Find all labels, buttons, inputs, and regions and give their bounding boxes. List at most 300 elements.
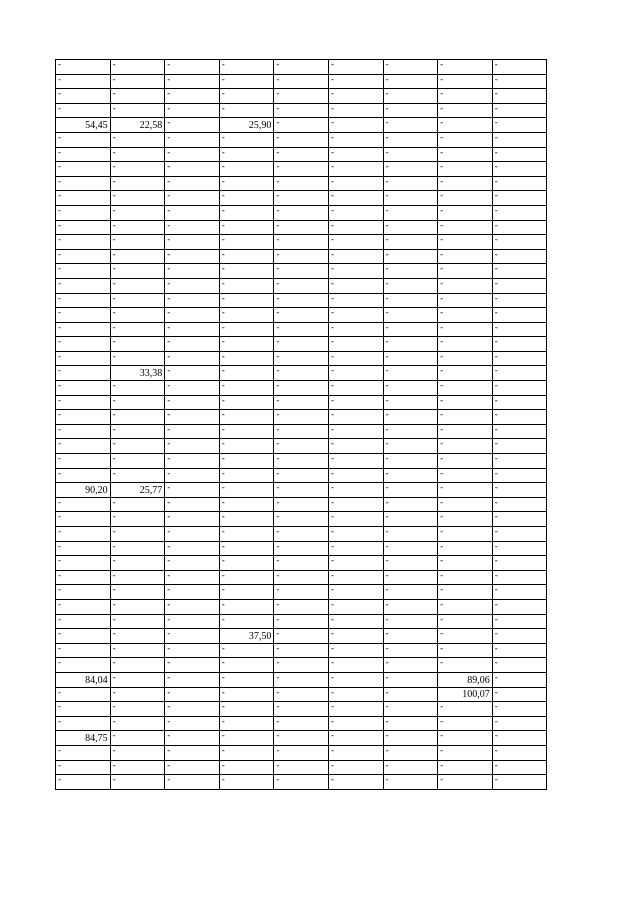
table-cell[interactable]: -: [110, 89, 165, 104]
table-cell[interactable]: -: [492, 308, 547, 323]
table-cell[interactable]: -: [274, 556, 329, 571]
table-cell[interactable]: -: [110, 191, 165, 206]
table-cell[interactable]: -: [165, 308, 220, 323]
table-cell[interactable]: -: [56, 541, 111, 556]
table-cell[interactable]: -: [328, 278, 383, 293]
table-cell[interactable]: -: [328, 614, 383, 629]
table-cell[interactable]: -: [274, 439, 329, 454]
table-cell[interactable]: -: [492, 337, 547, 352]
table-cell[interactable]: -: [492, 264, 547, 279]
table-cell[interactable]: -: [56, 775, 111, 790]
table-cell[interactable]: -: [219, 497, 274, 512]
table-cell[interactable]: -: [383, 103, 438, 118]
table-cell[interactable]: -: [383, 541, 438, 556]
table-cell[interactable]: -: [492, 745, 547, 760]
table-cell[interactable]: -: [56, 570, 111, 585]
table-cell[interactable]: -: [110, 570, 165, 585]
table-cell[interactable]: -: [492, 775, 547, 790]
table-cell[interactable]: -: [492, 410, 547, 425]
table-cell[interactable]: 84,75: [56, 731, 111, 746]
table-cell[interactable]: -: [219, 731, 274, 746]
table-cell[interactable]: -: [274, 147, 329, 162]
table-cell[interactable]: -: [110, 278, 165, 293]
table-cell[interactable]: -: [383, 745, 438, 760]
table-cell[interactable]: -: [438, 176, 493, 191]
table-cell[interactable]: -: [492, 716, 547, 731]
table-cell[interactable]: -: [438, 439, 493, 454]
table-cell[interactable]: -: [328, 658, 383, 673]
table-cell[interactable]: -: [438, 731, 493, 746]
table-cell[interactable]: -: [165, 716, 220, 731]
table-cell[interactable]: -: [274, 410, 329, 425]
table-cell[interactable]: -: [165, 366, 220, 381]
table-cell[interactable]: -: [492, 483, 547, 498]
table-cell[interactable]: -: [165, 220, 220, 235]
table-cell[interactable]: -: [219, 308, 274, 323]
table-cell[interactable]: -: [328, 775, 383, 790]
table-cell[interactable]: -: [328, 220, 383, 235]
table-cell[interactable]: -: [110, 468, 165, 483]
table-cell[interactable]: -: [492, 351, 547, 366]
table-cell[interactable]: -: [383, 760, 438, 775]
table-cell[interactable]: -: [219, 643, 274, 658]
table-cell[interactable]: -: [165, 191, 220, 206]
table-cell[interactable]: -: [165, 264, 220, 279]
table-cell[interactable]: -: [492, 278, 547, 293]
table-cell[interactable]: -: [56, 716, 111, 731]
table-cell[interactable]: 25,77: [110, 483, 165, 498]
table-cell[interactable]: -: [438, 322, 493, 337]
table-cell[interactable]: -: [110, 672, 165, 687]
table-cell[interactable]: -: [438, 278, 493, 293]
table-cell[interactable]: -: [383, 599, 438, 614]
table-cell[interactable]: -: [56, 629, 111, 644]
table-cell[interactable]: -: [110, 745, 165, 760]
table-cell[interactable]: -: [110, 162, 165, 177]
table-cell[interactable]: -: [438, 541, 493, 556]
table-cell[interactable]: -: [492, 103, 547, 118]
table-cell[interactable]: -: [492, 731, 547, 746]
table-cell[interactable]: -: [492, 293, 547, 308]
table-cell[interactable]: -: [274, 235, 329, 250]
table-cell[interactable]: -: [274, 614, 329, 629]
table-cell[interactable]: -: [56, 702, 111, 717]
table-cell[interactable]: -: [56, 599, 111, 614]
table-cell[interactable]: -: [383, 658, 438, 673]
table-cell[interactable]: -: [328, 702, 383, 717]
table-cell[interactable]: -: [328, 249, 383, 264]
table-cell[interactable]: -: [165, 556, 220, 571]
table-cell[interactable]: -: [165, 205, 220, 220]
table-cell[interactable]: -: [383, 454, 438, 469]
table-cell[interactable]: 22,58: [110, 118, 165, 133]
table-cell[interactable]: -: [438, 512, 493, 527]
table-cell[interactable]: -: [383, 337, 438, 352]
table-cell[interactable]: -: [219, 410, 274, 425]
table-cell[interactable]: -: [110, 599, 165, 614]
table-cell[interactable]: -: [274, 760, 329, 775]
table-cell[interactable]: -: [219, 205, 274, 220]
table-cell[interactable]: -: [328, 497, 383, 512]
table-cell[interactable]: -: [328, 322, 383, 337]
table-cell[interactable]: -: [328, 439, 383, 454]
table-cell[interactable]: -: [383, 381, 438, 396]
table-cell[interactable]: -: [274, 103, 329, 118]
table-cell[interactable]: -: [56, 454, 111, 469]
table-cell[interactable]: -: [328, 264, 383, 279]
table-cell[interactable]: -: [56, 337, 111, 352]
table-cell[interactable]: -: [492, 585, 547, 600]
table-cell[interactable]: -: [165, 395, 220, 410]
table-cell[interactable]: -: [110, 424, 165, 439]
table-cell[interactable]: -: [328, 381, 383, 396]
table-cell[interactable]: -: [110, 381, 165, 396]
table-cell[interactable]: -: [438, 74, 493, 89]
table-cell[interactable]: -: [328, 599, 383, 614]
table-cell[interactable]: -: [165, 454, 220, 469]
table-cell[interactable]: 100,07: [438, 687, 493, 702]
table-cell[interactable]: -: [56, 308, 111, 323]
table-cell[interactable]: -: [165, 527, 220, 542]
table-cell[interactable]: -: [383, 775, 438, 790]
table-cell[interactable]: -: [274, 176, 329, 191]
table-cell[interactable]: -: [110, 716, 165, 731]
table-cell[interactable]: -: [274, 337, 329, 352]
table-cell[interactable]: -: [219, 439, 274, 454]
table-cell[interactable]: -: [219, 132, 274, 147]
table-cell[interactable]: -: [328, 351, 383, 366]
table-cell[interactable]: -: [328, 541, 383, 556]
table-cell[interactable]: -: [110, 439, 165, 454]
table-cell[interactable]: -: [56, 235, 111, 250]
table-cell[interactable]: -: [219, 351, 274, 366]
table-cell[interactable]: -: [438, 410, 493, 425]
table-cell[interactable]: -: [438, 205, 493, 220]
table-cell[interactable]: -: [219, 585, 274, 600]
table-cell[interactable]: -: [274, 424, 329, 439]
table-cell[interactable]: -: [274, 585, 329, 600]
table-cell[interactable]: -: [274, 205, 329, 220]
table-cell[interactable]: -: [274, 672, 329, 687]
table-cell[interactable]: -: [328, 205, 383, 220]
table-cell[interactable]: -: [438, 337, 493, 352]
table-cell[interactable]: -: [383, 512, 438, 527]
table-cell[interactable]: -: [492, 629, 547, 644]
table-cell[interactable]: -: [383, 497, 438, 512]
table-cell[interactable]: -: [110, 60, 165, 75]
table-cell[interactable]: -: [165, 468, 220, 483]
table-cell[interactable]: -: [219, 60, 274, 75]
table-cell[interactable]: -: [383, 220, 438, 235]
table-cell[interactable]: -: [328, 556, 383, 571]
table-cell[interactable]: -: [56, 410, 111, 425]
table-cell[interactable]: -: [492, 760, 547, 775]
table-cell[interactable]: -: [110, 614, 165, 629]
table-cell[interactable]: -: [110, 760, 165, 775]
table-cell[interactable]: -: [56, 760, 111, 775]
table-cell[interactable]: -: [438, 381, 493, 396]
table-cell[interactable]: -: [492, 235, 547, 250]
table-cell[interactable]: -: [110, 731, 165, 746]
table-cell[interactable]: -: [328, 103, 383, 118]
table-cell[interactable]: -: [110, 132, 165, 147]
table-cell[interactable]: -: [383, 308, 438, 323]
table-cell[interactable]: -: [383, 395, 438, 410]
table-cell[interactable]: -: [219, 512, 274, 527]
table-cell[interactable]: -: [383, 205, 438, 220]
table-cell[interactable]: -: [492, 322, 547, 337]
table-cell[interactable]: -: [219, 716, 274, 731]
table-cell[interactable]: -: [328, 191, 383, 206]
table-cell[interactable]: -: [110, 395, 165, 410]
table-cell[interactable]: -: [219, 162, 274, 177]
table-cell[interactable]: -: [328, 176, 383, 191]
table-cell[interactable]: -: [328, 293, 383, 308]
table-cell[interactable]: -: [492, 599, 547, 614]
table-cell[interactable]: 25,90: [219, 118, 274, 133]
table-cell[interactable]: -: [165, 103, 220, 118]
table-cell[interactable]: -: [492, 658, 547, 673]
table-cell[interactable]: -: [383, 702, 438, 717]
table-cell[interactable]: -: [274, 293, 329, 308]
table-cell[interactable]: -: [274, 599, 329, 614]
table-cell[interactable]: -: [165, 235, 220, 250]
table-cell[interactable]: -: [438, 585, 493, 600]
table-cell[interactable]: 90,20: [56, 483, 111, 498]
table-cell[interactable]: -: [438, 395, 493, 410]
table-cell[interactable]: -: [110, 264, 165, 279]
table-cell[interactable]: -: [274, 775, 329, 790]
table-cell[interactable]: -: [219, 614, 274, 629]
table-cell[interactable]: -: [165, 512, 220, 527]
table-cell[interactable]: -: [274, 118, 329, 133]
table-cell[interactable]: -: [219, 395, 274, 410]
table-cell[interactable]: -: [56, 512, 111, 527]
table-cell[interactable]: -: [328, 147, 383, 162]
table-cell[interactable]: -: [110, 176, 165, 191]
table-cell[interactable]: -: [110, 512, 165, 527]
table-cell[interactable]: -: [328, 337, 383, 352]
table-cell[interactable]: -: [328, 731, 383, 746]
table-cell[interactable]: -: [110, 775, 165, 790]
table-cell[interactable]: -: [328, 687, 383, 702]
table-cell[interactable]: -: [383, 235, 438, 250]
table-cell[interactable]: -: [492, 147, 547, 162]
table-cell[interactable]: -: [56, 74, 111, 89]
table-cell[interactable]: -: [219, 191, 274, 206]
table-cell[interactable]: -: [56, 468, 111, 483]
table-cell[interactable]: -: [492, 497, 547, 512]
table-cell[interactable]: -: [438, 454, 493, 469]
table-cell[interactable]: -: [383, 176, 438, 191]
table-cell[interactable]: -: [56, 132, 111, 147]
table-cell[interactable]: -: [383, 191, 438, 206]
table-cell[interactable]: -: [110, 585, 165, 600]
table-cell[interactable]: -: [438, 366, 493, 381]
table-cell[interactable]: -: [383, 716, 438, 731]
table-cell[interactable]: -: [274, 249, 329, 264]
table-cell[interactable]: -: [165, 585, 220, 600]
table-cell[interactable]: -: [165, 381, 220, 396]
table-cell[interactable]: -: [383, 556, 438, 571]
table-cell[interactable]: -: [165, 643, 220, 658]
table-cell[interactable]: -: [56, 614, 111, 629]
table-cell[interactable]: -: [219, 293, 274, 308]
table-cell[interactable]: 33,38: [110, 366, 165, 381]
table-cell[interactable]: -: [438, 775, 493, 790]
table-cell[interactable]: -: [110, 322, 165, 337]
table-cell[interactable]: -: [492, 643, 547, 658]
table-cell[interactable]: -: [165, 60, 220, 75]
table-cell[interactable]: -: [56, 497, 111, 512]
table-cell[interactable]: -: [274, 322, 329, 337]
table-cell[interactable]: -: [56, 556, 111, 571]
table-cell[interactable]: -: [274, 643, 329, 658]
table-cell[interactable]: -: [438, 162, 493, 177]
table-cell[interactable]: -: [165, 337, 220, 352]
table-cell[interactable]: -: [56, 439, 111, 454]
table-cell[interactable]: 54,45: [56, 118, 111, 133]
table-cell[interactable]: -: [383, 731, 438, 746]
table-cell[interactable]: -: [328, 60, 383, 75]
table-cell[interactable]: -: [165, 687, 220, 702]
table-cell[interactable]: -: [383, 89, 438, 104]
table-cell[interactable]: -: [492, 527, 547, 542]
table-cell[interactable]: -: [219, 672, 274, 687]
table-cell[interactable]: -: [274, 687, 329, 702]
table-cell[interactable]: -: [110, 541, 165, 556]
table-cell[interactable]: -: [56, 147, 111, 162]
table-cell[interactable]: -: [492, 191, 547, 206]
table-cell[interactable]: -: [492, 205, 547, 220]
table-cell[interactable]: -: [274, 60, 329, 75]
table-cell[interactable]: -: [110, 249, 165, 264]
table-cell[interactable]: -: [274, 716, 329, 731]
table-cell[interactable]: -: [165, 599, 220, 614]
table-cell[interactable]: -: [274, 220, 329, 235]
table-cell[interactable]: -: [274, 74, 329, 89]
table-cell[interactable]: -: [219, 264, 274, 279]
table-cell[interactable]: -: [438, 60, 493, 75]
table-cell[interactable]: -: [383, 585, 438, 600]
table-cell[interactable]: -: [438, 468, 493, 483]
table-cell[interactable]: -: [492, 176, 547, 191]
table-cell[interactable]: -: [438, 424, 493, 439]
table-cell[interactable]: -: [274, 278, 329, 293]
table-cell[interactable]: -: [438, 103, 493, 118]
table-cell[interactable]: -: [165, 410, 220, 425]
table-cell[interactable]: -: [165, 731, 220, 746]
table-cell[interactable]: -: [383, 614, 438, 629]
table-cell[interactable]: -: [165, 249, 220, 264]
table-cell[interactable]: -: [274, 381, 329, 396]
table-cell[interactable]: -: [165, 424, 220, 439]
table-cell[interactable]: -: [165, 483, 220, 498]
table-cell[interactable]: -: [219, 468, 274, 483]
table-cell[interactable]: -: [438, 702, 493, 717]
table-cell[interactable]: -: [438, 527, 493, 542]
table-cell[interactable]: -: [274, 527, 329, 542]
table-cell[interactable]: -: [219, 556, 274, 571]
table-cell[interactable]: -: [328, 629, 383, 644]
table-cell[interactable]: -: [56, 249, 111, 264]
table-cell[interactable]: -: [438, 191, 493, 206]
table-cell[interactable]: -: [274, 570, 329, 585]
table-cell[interactable]: -: [165, 614, 220, 629]
table-cell[interactable]: -: [438, 89, 493, 104]
table-cell[interactable]: -: [274, 468, 329, 483]
table-cell[interactable]: -: [165, 351, 220, 366]
table-cell[interactable]: -: [56, 293, 111, 308]
table-cell[interactable]: -: [438, 745, 493, 760]
table-cell[interactable]: -: [492, 118, 547, 133]
table-cell[interactable]: -: [274, 731, 329, 746]
table-cell[interactable]: -: [492, 162, 547, 177]
table-cell[interactable]: -: [328, 570, 383, 585]
table-cell[interactable]: -: [165, 132, 220, 147]
table-cell[interactable]: -: [56, 643, 111, 658]
table-cell[interactable]: -: [56, 322, 111, 337]
table-cell[interactable]: -: [274, 308, 329, 323]
table-cell[interactable]: -: [110, 74, 165, 89]
table-cell[interactable]: -: [56, 264, 111, 279]
table-cell[interactable]: -: [492, 672, 547, 687]
table-cell[interactable]: -: [492, 395, 547, 410]
table-cell[interactable]: -: [110, 351, 165, 366]
table-cell[interactable]: -: [274, 132, 329, 147]
table-cell[interactable]: -: [438, 147, 493, 162]
table-cell[interactable]: -: [492, 570, 547, 585]
table-cell[interactable]: -: [56, 89, 111, 104]
table-cell[interactable]: -: [274, 483, 329, 498]
table-cell[interactable]: -: [110, 454, 165, 469]
table-cell[interactable]: -: [438, 643, 493, 658]
table-cell[interactable]: -: [110, 527, 165, 542]
table-cell[interactable]: -: [110, 687, 165, 702]
table-cell[interactable]: -: [165, 278, 220, 293]
table-cell[interactable]: -: [383, 527, 438, 542]
table-cell[interactable]: -: [383, 439, 438, 454]
table-cell[interactable]: -: [110, 658, 165, 673]
table-cell[interactable]: -: [110, 556, 165, 571]
table-cell[interactable]: -: [438, 716, 493, 731]
table-cell[interactable]: -: [165, 541, 220, 556]
table-cell[interactable]: -: [165, 658, 220, 673]
table-cell[interactable]: -: [383, 351, 438, 366]
table-cell[interactable]: -: [438, 351, 493, 366]
table-cell[interactable]: -: [219, 527, 274, 542]
table-cell[interactable]: -: [110, 308, 165, 323]
table-cell[interactable]: -: [383, 74, 438, 89]
table-cell[interactable]: -: [56, 424, 111, 439]
table-cell[interactable]: -: [438, 556, 493, 571]
table-cell[interactable]: -: [165, 439, 220, 454]
table-cell[interactable]: -: [438, 599, 493, 614]
table-cell[interactable]: -: [383, 249, 438, 264]
table-cell[interactable]: -: [165, 775, 220, 790]
table-cell[interactable]: -: [274, 658, 329, 673]
table-cell[interactable]: -: [383, 570, 438, 585]
table-cell[interactable]: -: [110, 103, 165, 118]
table-cell[interactable]: -: [492, 439, 547, 454]
table-cell[interactable]: -: [328, 366, 383, 381]
table-cell[interactable]: -: [438, 497, 493, 512]
table-cell[interactable]: -: [438, 483, 493, 498]
table-cell[interactable]: -: [56, 278, 111, 293]
table-cell[interactable]: -: [219, 220, 274, 235]
table-cell[interactable]: -: [219, 745, 274, 760]
table-cell[interactable]: -: [383, 687, 438, 702]
